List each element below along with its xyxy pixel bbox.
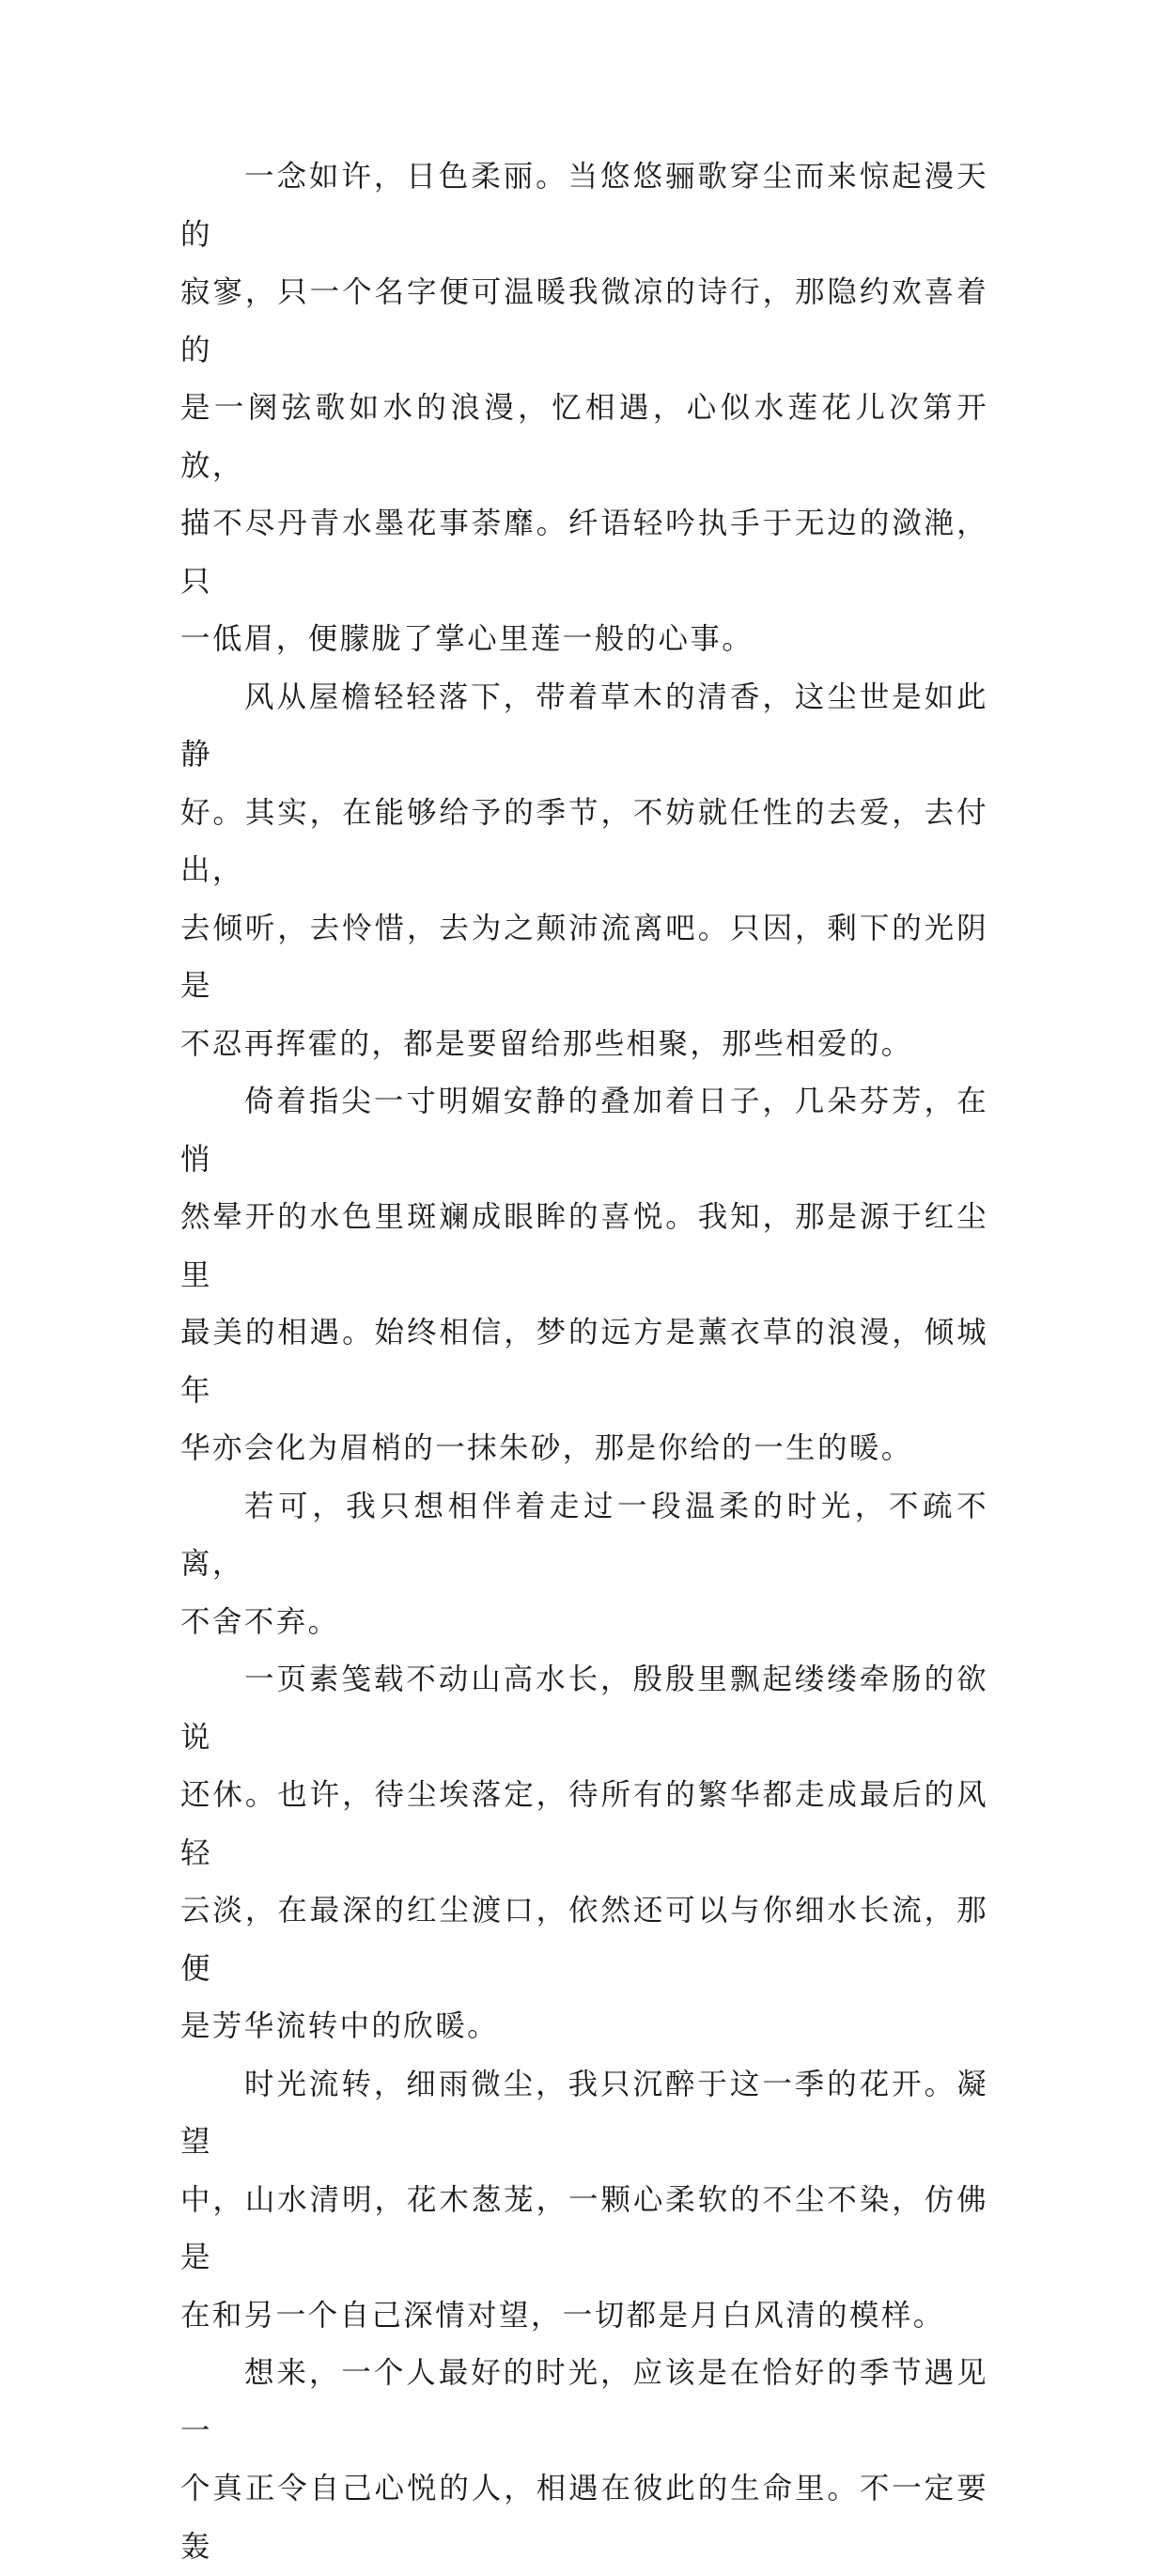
paragraph-7: 想来，一个人最好的时光，应该是在恰好的季节遇见一 个真正令自己心悦的人，相遇在彼此的生命里。不一定要轰 <box>180 2356 988 2564</box>
paragraph-3: 倚着指尖一寸明媚安静的叠加着日子，几朵芬芳，在悄 然晕开的水色里斑斓成眼眸的喜悦。我知，那是源于红尘里 最美的相遇。始终相信，梦的远方是薰衣草的浪漫，倾城年 华亦会化为眉梢的一抹朱砂，那是你给的一生的暖。 <box>180 1085 988 1465</box>
paragraph-4: 若可，我只想相伴着走过一段温柔的时光，不疏不离， 不舍不弃。 <box>180 1489 988 1639</box>
document-body <box>180 148 988 2576</box>
paragraph-5: 一页素笺载不动山高水长，殷殷里飘起缕缕牵肠的欲说 还休。也许，待尘埃落定，待所有的繁华都走成最后的风轻 云淡，在最深的红尘渡口，依然还可以与你细水长流，那便 是芳华流转中的欣暖。 <box>180 1663 988 2043</box>
paragraph-6: 时光流转，细雨微尘，我只沉醉于这一季的花开。凝望 中，山水清明，花木葱茏，一颗心柔软的不尘不染，仿佛是 在和另一个自己深情对望，一切都是月白风清的模样。 <box>180 2067 988 2333</box>
paragraph-1: 一念如许，日色柔丽。当悠悠骊歌穿尘而来惊起漫天的 寂寥，只一个名字便可温暖我微凉的诗行，那隐约欢喜着的 是一阕弦歌如水的浪漫，忆相遇，心似水莲花儿次第开放， 描不尽丹青水墨花事荼靡。纤语轻吟执手于无边的潋滟，只 一低眉，便朦胧了掌心里莲一般的心事。 <box>180 160 988 656</box>
paragraph-2: 风从屋檐轻轻落下，带着草木的清香，这尘世是如此静 好。其实，在能够给予的季节，不妨就任性的去爱，去付出， 去倾听，去怜惜，去为之颠沛流离吧。只因，剩下的光阴是 不忍再挥霍的，都是要留给那些相聚，那些相爱的。 <box>180 679 988 1061</box>
